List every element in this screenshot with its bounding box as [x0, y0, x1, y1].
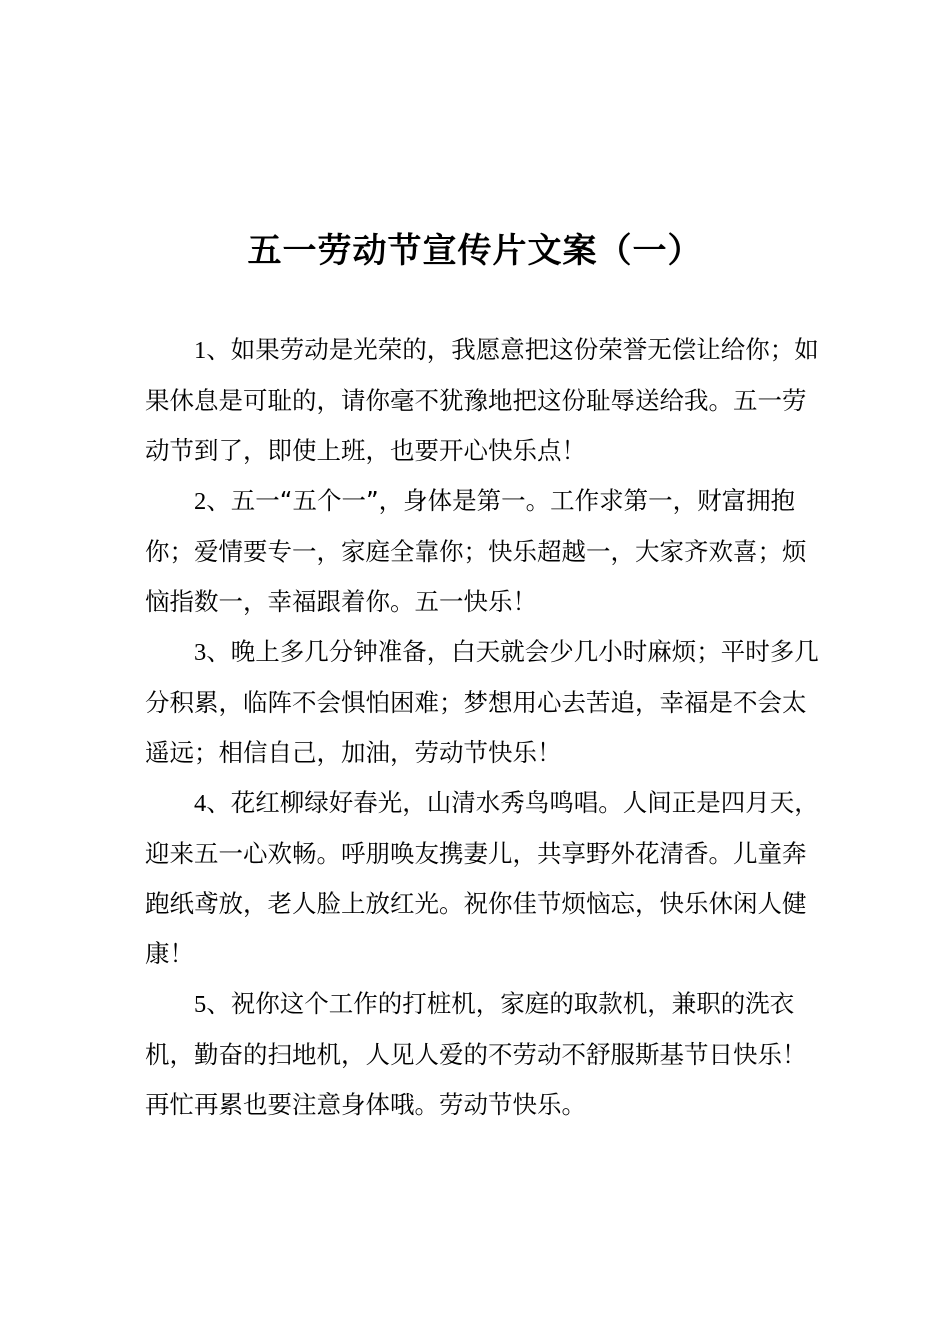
paragraph-text: 、五一“五个一”，身体是第一。工作求第一，财富拥抱你；爱情要专一，家庭全靠你；快乐超越一，大家齐欢喜；烦恼指数一，幸福跟着你。五一快乐！: [145, 486, 807, 616]
paragraph-text: 、晚上多几分钟准备，白天就会少几小时麻烦；平时多几分积累，临阵不会惧怕困难；梦想用心去苦追，幸福是不会太遥远；相信自己，加油，劳动节快乐！: [145, 637, 819, 767]
paragraph-number: 5: [194, 991, 207, 1018]
paragraph-1: [145, 325, 825, 476]
paragraph-3: [145, 627, 825, 778]
document-title: 五一劳动节宣传片文案（一）: [247, 231, 703, 271]
paragraph-5: [145, 979, 825, 1130]
paragraph-4: [145, 778, 825, 979]
paragraph-number: 2: [194, 488, 207, 515]
paragraph-text: 、花红柳绿好春光，山清水秀鸟鸣唱。人间正是四月天，迎来五一心欢畅。呼朋唤友携妻儿，共享野外花清香。儿童奔跑纸鸢放，老人脸上放红光。祝你佳节烦恼忘，快乐休闲人健康！: [145, 788, 819, 968]
paragraph-number: 3: [194, 639, 207, 666]
paragraph-number: 4: [194, 790, 207, 817]
paragraph-2: [145, 476, 825, 627]
paragraph-number: 1: [194, 337, 207, 364]
document-body: [145, 325, 825, 1130]
paragraph-text: 、如果劳动是光荣的，我愿意把这份荣誉无偿让给你；如果休息是可耻的，请你毫不犹豫地把这份耻辱送给我。五一劳动节到了，即使上班，也要开心快乐点！: [145, 335, 819, 465]
paragraph-text: 、祝你这个工作的打桩机，家庭的取款机，兼职的洗衣机，勤奋的扫地机，人见人爱的不劳动不舒服斯基节日快乐！再忙再累也要注意身体哦。劳动节快乐。: [145, 989, 807, 1119]
